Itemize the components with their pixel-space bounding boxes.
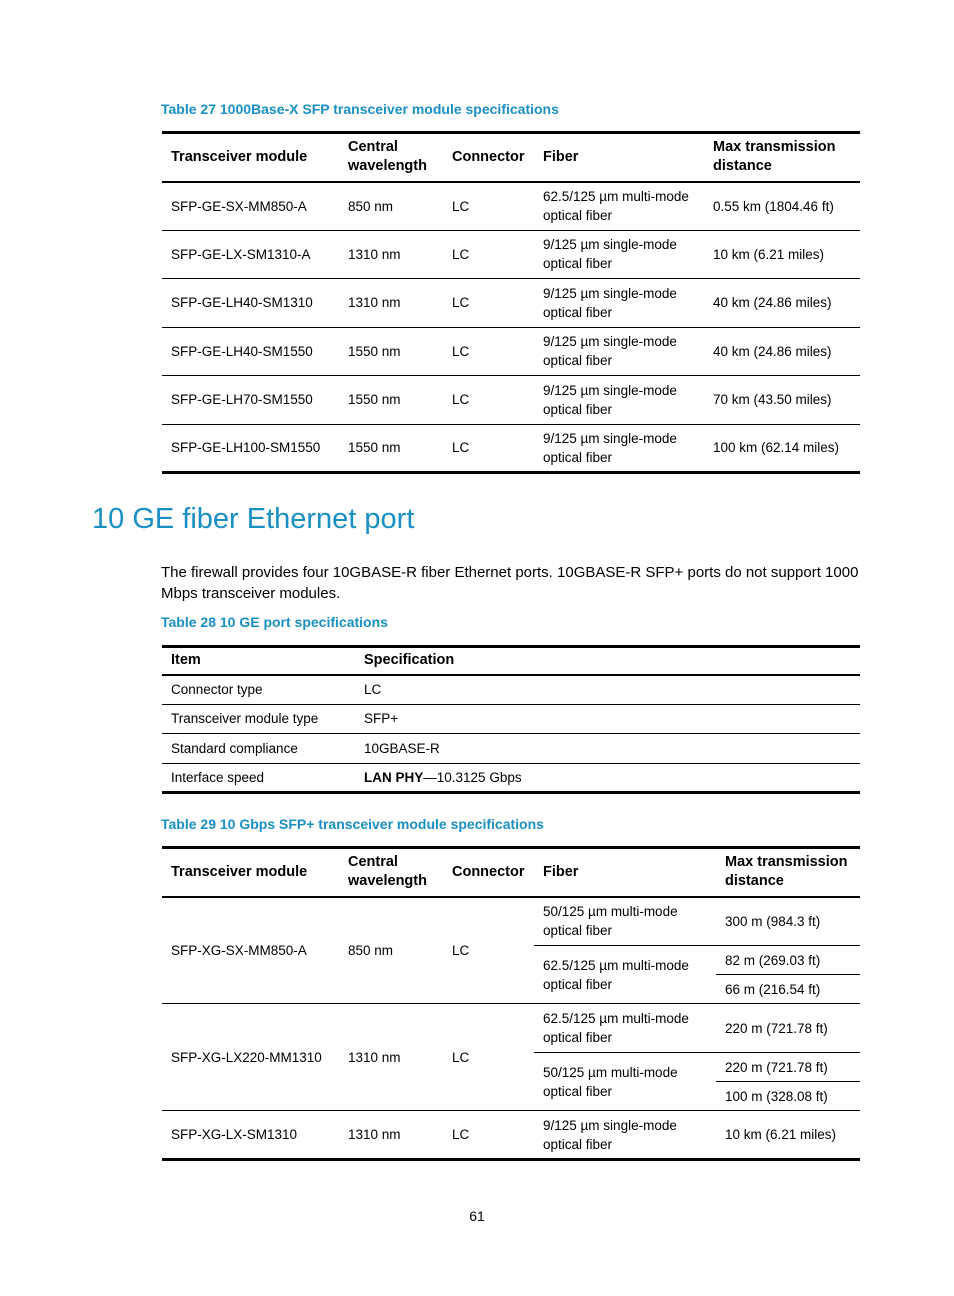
table-cell: 100 km (62.14 miles) <box>713 440 840 456</box>
table-cell: 850 nm <box>348 942 394 958</box>
table-row <box>162 897 860 946</box>
column-header: Specification <box>364 652 455 669</box>
column-header: Item <box>171 652 201 669</box>
table-cell: SFP-GE-SX-MM850-A <box>171 198 307 214</box>
table-cell: SFP-XG-LX-SM1310 <box>171 1127 298 1142</box>
table-row <box>162 675 860 705</box>
interface-speed-value: —10.3125 Gbps <box>423 769 522 785</box>
table-cell: LC <box>452 295 470 311</box>
table-28-caption: Table 28 10 GE port specifications <box>161 614 388 630</box>
table-cell: 9/125 µm single-mode optical fiber <box>543 430 677 465</box>
column-header: Transceiver module <box>171 863 308 880</box>
table-cell: 1310 nm <box>348 246 401 262</box>
column-header: Transceiver module <box>171 148 308 165</box>
table-cell: 220 m (721.78 ft) <box>725 1020 828 1036</box>
table-28 <box>162 645 860 794</box>
table-cell: 0.55 km (1804.46 ft) <box>713 198 834 214</box>
section-heading: 10 GE fiber Ethernet port <box>92 503 415 535</box>
lan-phy-label: LAN PHY <box>364 769 424 785</box>
column-header: Fiber <box>543 863 579 880</box>
table-cell: 220 m (721.78 ft) <box>725 1059 828 1075</box>
table-cell: SFP-GE-LH40-SM1310 <box>171 295 313 311</box>
table-cell: SFP+ <box>364 711 399 727</box>
table-row <box>162 734 860 764</box>
table-header-row <box>162 848 860 897</box>
table-cell: 1550 nm <box>348 392 401 408</box>
table-row <box>162 424 860 473</box>
column-header: Fiber <box>543 148 579 165</box>
table-row <box>162 1111 860 1160</box>
table-cell: LC <box>452 392 470 408</box>
table-cell: SFP-XG-SX-MM850-A <box>171 942 307 958</box>
table-cell: 40 km (24.86 miles) <box>713 295 832 311</box>
table-cell: Interface speed <box>171 769 265 785</box>
table-header-row <box>162 647 860 675</box>
column-header: Connector <box>452 863 525 880</box>
table-cell: 9/125 µm single-mode optical fiber <box>543 334 677 369</box>
table-cell: 62.5/125 µm multi-mode optical fiber <box>543 957 689 992</box>
column-header: Connector <box>452 148 525 165</box>
table-cell: SFP-GE-LH100-SM1550 <box>171 440 321 456</box>
table-cell: 10GBASE-R <box>364 740 440 756</box>
table-cell: 850 nm <box>348 198 394 214</box>
column-header: Max transmission distance <box>725 854 848 890</box>
table-29 <box>162 846 860 1161</box>
table-cell: 1550 nm <box>348 343 401 359</box>
table-cell: Standard compliance <box>171 740 298 756</box>
table-row <box>162 279 860 328</box>
table-cell: LC <box>452 440 470 456</box>
table-cell: 300 m (984.3 ft) <box>725 913 821 929</box>
table-cell: LC <box>452 1127 470 1142</box>
table-cell: LC <box>452 246 470 262</box>
column-header: Central wavelength <box>348 139 427 175</box>
table-cell: 62.5/125 µm multi-mode optical fiber <box>543 189 689 223</box>
table-cell: 40 km (24.86 miles) <box>713 343 832 359</box>
table-27 <box>162 131 860 474</box>
table-cell: 9/125 µm single-mode optical fiber <box>543 237 677 272</box>
table-row <box>162 182 860 231</box>
table-cell: SFP-GE-LH70-SM1550 <box>171 392 313 408</box>
table-cell: 10 km (6.21 miles) <box>713 246 825 262</box>
table-cell: LC <box>452 343 470 359</box>
table-cell: 1550 nm <box>348 440 401 456</box>
table-cell: 50/125 µm multi-mode optical fiber <box>543 1064 678 1099</box>
table-cell: SFP-GE-LX-SM1310-A <box>171 246 311 262</box>
section-paragraph: The firewall provides four 10GBASE-R fiber Ethernet ports. 10GBASE-R SFP+ ports do not support 1000 Mbps transceiver modules. <box>161 564 859 602</box>
table-cell: 82 m (269.03 ft) <box>725 952 821 968</box>
page-number: 61 <box>469 1208 485 1224</box>
table-cell: LC <box>452 1049 470 1065</box>
table-cell: LC <box>452 942 470 958</box>
table-cell: 62.5/125 µm multi-mode optical fiber <box>543 1011 689 1045</box>
table-row <box>162 376 860 425</box>
table-cell <box>355 763 860 793</box>
table-cell: LC <box>452 198 470 214</box>
table-cell: SFP-GE-LH40-SM1550 <box>171 343 313 359</box>
table-row <box>162 230 860 279</box>
table-cell: 10 km (6.21 miles) <box>725 1127 837 1142</box>
table-cell: Transceiver module type <box>171 711 319 727</box>
table-cell: 1310 nm <box>348 1049 401 1065</box>
table-row <box>162 704 860 734</box>
table-cell: 9/125 µm single-mode optical fiber <box>543 1117 677 1152</box>
table-header-row <box>162 133 860 182</box>
table-29-caption: Table 29 10 Gbps SFP+ transceiver module specifications <box>161 816 544 832</box>
table-cell: 1310 nm <box>348 1127 401 1142</box>
table-27-caption: Table 27 1000Base-X SFP transceiver module specifications <box>161 101 559 117</box>
table-cell: 9/125 µm single-mode optical fiber <box>543 382 677 417</box>
column-header: Central wavelength <box>348 854 427 890</box>
table-cell: 70 km (43.50 miles) <box>713 392 832 408</box>
table-cell: LC <box>364 682 382 697</box>
table-row <box>162 1004 860 1053</box>
table-cell: 1310 nm <box>348 295 401 311</box>
table-cell: 100 m (328.08 ft) <box>725 1088 828 1104</box>
table-row <box>162 763 860 793</box>
table-cell: 9/125 µm single-mode optical fiber <box>543 285 677 320</box>
table-cell: Connector type <box>171 682 263 697</box>
table-cell: 50/125 µm multi-mode optical fiber <box>543 904 678 939</box>
table-cell: SFP-XG-LX220-MM1310 <box>171 1049 322 1065</box>
column-header: Max transmission distance <box>713 139 836 175</box>
table-cell: 66 m (216.54 ft) <box>725 981 821 997</box>
table-row <box>162 327 860 376</box>
